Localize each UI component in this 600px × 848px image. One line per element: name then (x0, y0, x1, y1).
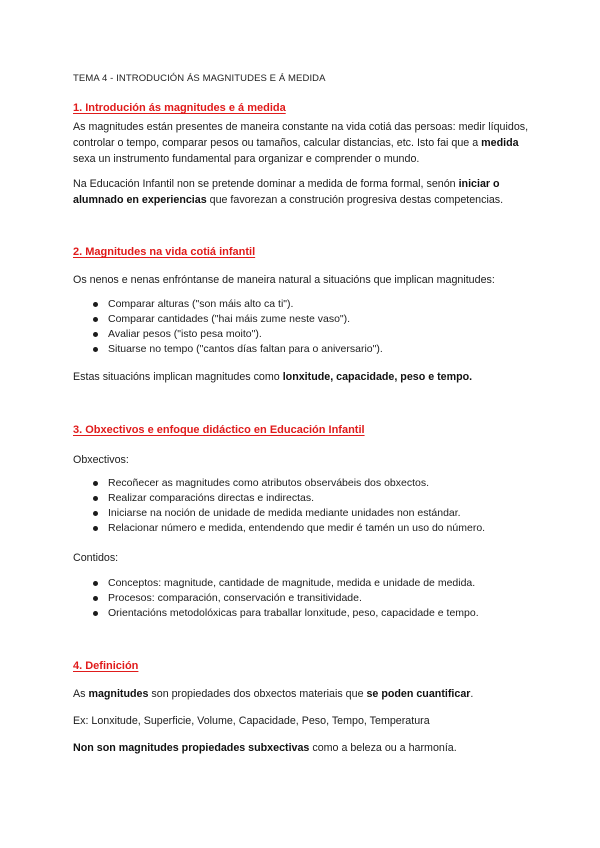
list-item: Procesos: comparación, conservación e transitividade. (93, 591, 479, 606)
section-4-heading: 4. Definición (73, 660, 139, 672)
list-item: Conceptos: magnitude, cantidade de magnitude, medida e unidade de medida. (93, 576, 479, 591)
list-item: Orientacións metodolóxicas para traballar lonxitude, peso, capacidade e tempo. (93, 606, 479, 621)
section-2-intro: Os nenos e nenas enfróntanse de maneira natural a situacións que implican magnitudes: (73, 274, 495, 286)
section-2-list (93, 297, 383, 357)
list-item: Comparar cantidades ("hai máis zume neste vaso"). (93, 312, 383, 327)
examples-paragraph: Ex: Lonxitude, Superficie, Volume, Capacidade, Peso, Tempo, Temperatura (73, 715, 430, 727)
list-item: Avaliar pesos ("isto pesa moito"). (93, 327, 383, 342)
contents-label: Contidos: (73, 552, 119, 564)
section-1-paragraph-2: Na Educación Infantil non se pretende dominar a medida de forma formal, senón iniciar o alumnado en experiencias que favorezan a construción progresiva destas competencias. (73, 178, 504, 206)
document-title: TEMA 4 - INTRODUCIÓN ÁS MAGNITUDES E Á MEDIDA (73, 73, 326, 84)
section-3-heading: 3. Obxectivos e enfoque didáctico en Educación Infantil (73, 424, 365, 436)
section-1-paragraph-1: As magnitudes están presentes de maneira constante na vida cotiá das persoas: medir líquidos, controlar o tempo, comparar pesos ou tamaños, calcular distancias, etc. Isto fai que a medida sexa un instrumento fundamental para organizar e comprender o mundo. (73, 121, 529, 165)
objectives-label: Obxectivos: (73, 454, 129, 466)
non-magnitudes-paragraph: Non son magnitudes propiedades subxectivas como a beleza ou a harmonía. (73, 742, 457, 754)
list-item: Recoñecer as magnitudes como atributos observábeis dos obxectos. (93, 476, 485, 491)
contents-list (93, 576, 479, 621)
list-item: Iniciarse na noción de unidade de medida mediante unidades non estándar. (93, 506, 485, 521)
definition-paragraph: As magnitudes son propiedades dos obxectos materiais que se poden cuantificar. (73, 688, 474, 700)
section-1-heading: 1. Introdución ás magnitudes e á medida (73, 102, 286, 114)
objectives-list (93, 476, 485, 536)
list-item: Relacionar número e medida, entendendo que medir é tamén un uso do número. (93, 521, 485, 536)
list-item: Comparar alturas ("son máis alto ca ti"). (93, 297, 383, 312)
list-item: Situarse no tempo ("cantos días faltan para o aniversario"). (93, 342, 383, 357)
section-2-heading: 2. Magnitudes na vida cotiá infantil (73, 246, 256, 258)
section-2-closing: Estas situacións implican magnitudes como lonxitude, capacidade, peso e tempo. (73, 371, 473, 383)
list-item: Realizar comparacións directas e indirectas. (93, 491, 485, 506)
